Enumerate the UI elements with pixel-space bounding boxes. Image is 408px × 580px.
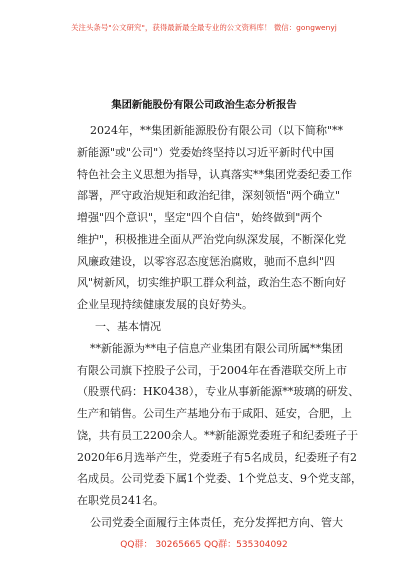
footer-banner: QQ群： 30265665 QQ群：535304092 <box>120 540 288 550</box>
body-line: 企业呈现持续健康发展的良好势头。 <box>77 298 253 311</box>
body-line: 生产和销售。公司生产基地分布于咸阳、延安，合肥，上 <box>77 407 352 420</box>
body-line: 增强"四个意识"，坚定"四个自信"，始终做到"两个 <box>77 211 323 224</box>
body-line: 新能源"或"公司"）党委始终坚持以习近平新时代中国 <box>77 146 335 159</box>
section-heading: 一、基本情况 <box>95 320 161 333</box>
body-line: 维护"，积极推进全面从严治党向纵深发展，不断深化党 <box>77 233 347 246</box>
body-line: 公司党委全面履行主体责任，充分发挥把方向、管大 <box>90 516 343 529</box>
body-line: 部署，严守政治规矩和政治纪律，深刻领悟"两个确立" <box>77 189 341 202</box>
body-line: 饶，共有员工2200余人。**新能源党委班子和纪委班子于 <box>77 429 358 442</box>
body-line: 2020年6月选举产生，党委班子有5名成员，纪委班子有2 <box>77 451 357 464</box>
body-line: 风廉政建设，以零容忍态度惩治腐败，驰而不息纠"四 <box>77 255 336 268</box>
body-line: 特色社会主义思想为指导，认真落实**集团党委纪委工作 <box>77 168 352 181</box>
body-line: 有限公司旗下控股子公司，于2004年在香港联交所上市 <box>77 364 347 377</box>
body-line: 在职党员241名。 <box>77 494 164 507</box>
body-line: 名成员。公司党委下属1个党委、1个党总支、9个党支部， <box>77 472 362 485</box>
header-banner: 关注头条号"公文研究"，获得最新最全最专业的公文资料库！ 微信：gongwenyj <box>71 23 337 32</box>
body-line: 风"树新风，切实维护职工群众利益，政治生态不断向好 <box>77 276 347 289</box>
body-line: 2024年，**集团新能源股份有限公司（以下简称"** <box>90 124 344 137</box>
document-title: 集团新能股份有限公司政治生态分析报告 <box>111 99 297 111</box>
body-line: （股票代码：HK0438），专业从事新能源**玻璃的研发、 <box>77 385 360 398</box>
body-line: **新能源为**电子信息产业集团有限公司所属**集团 <box>90 342 343 355</box>
